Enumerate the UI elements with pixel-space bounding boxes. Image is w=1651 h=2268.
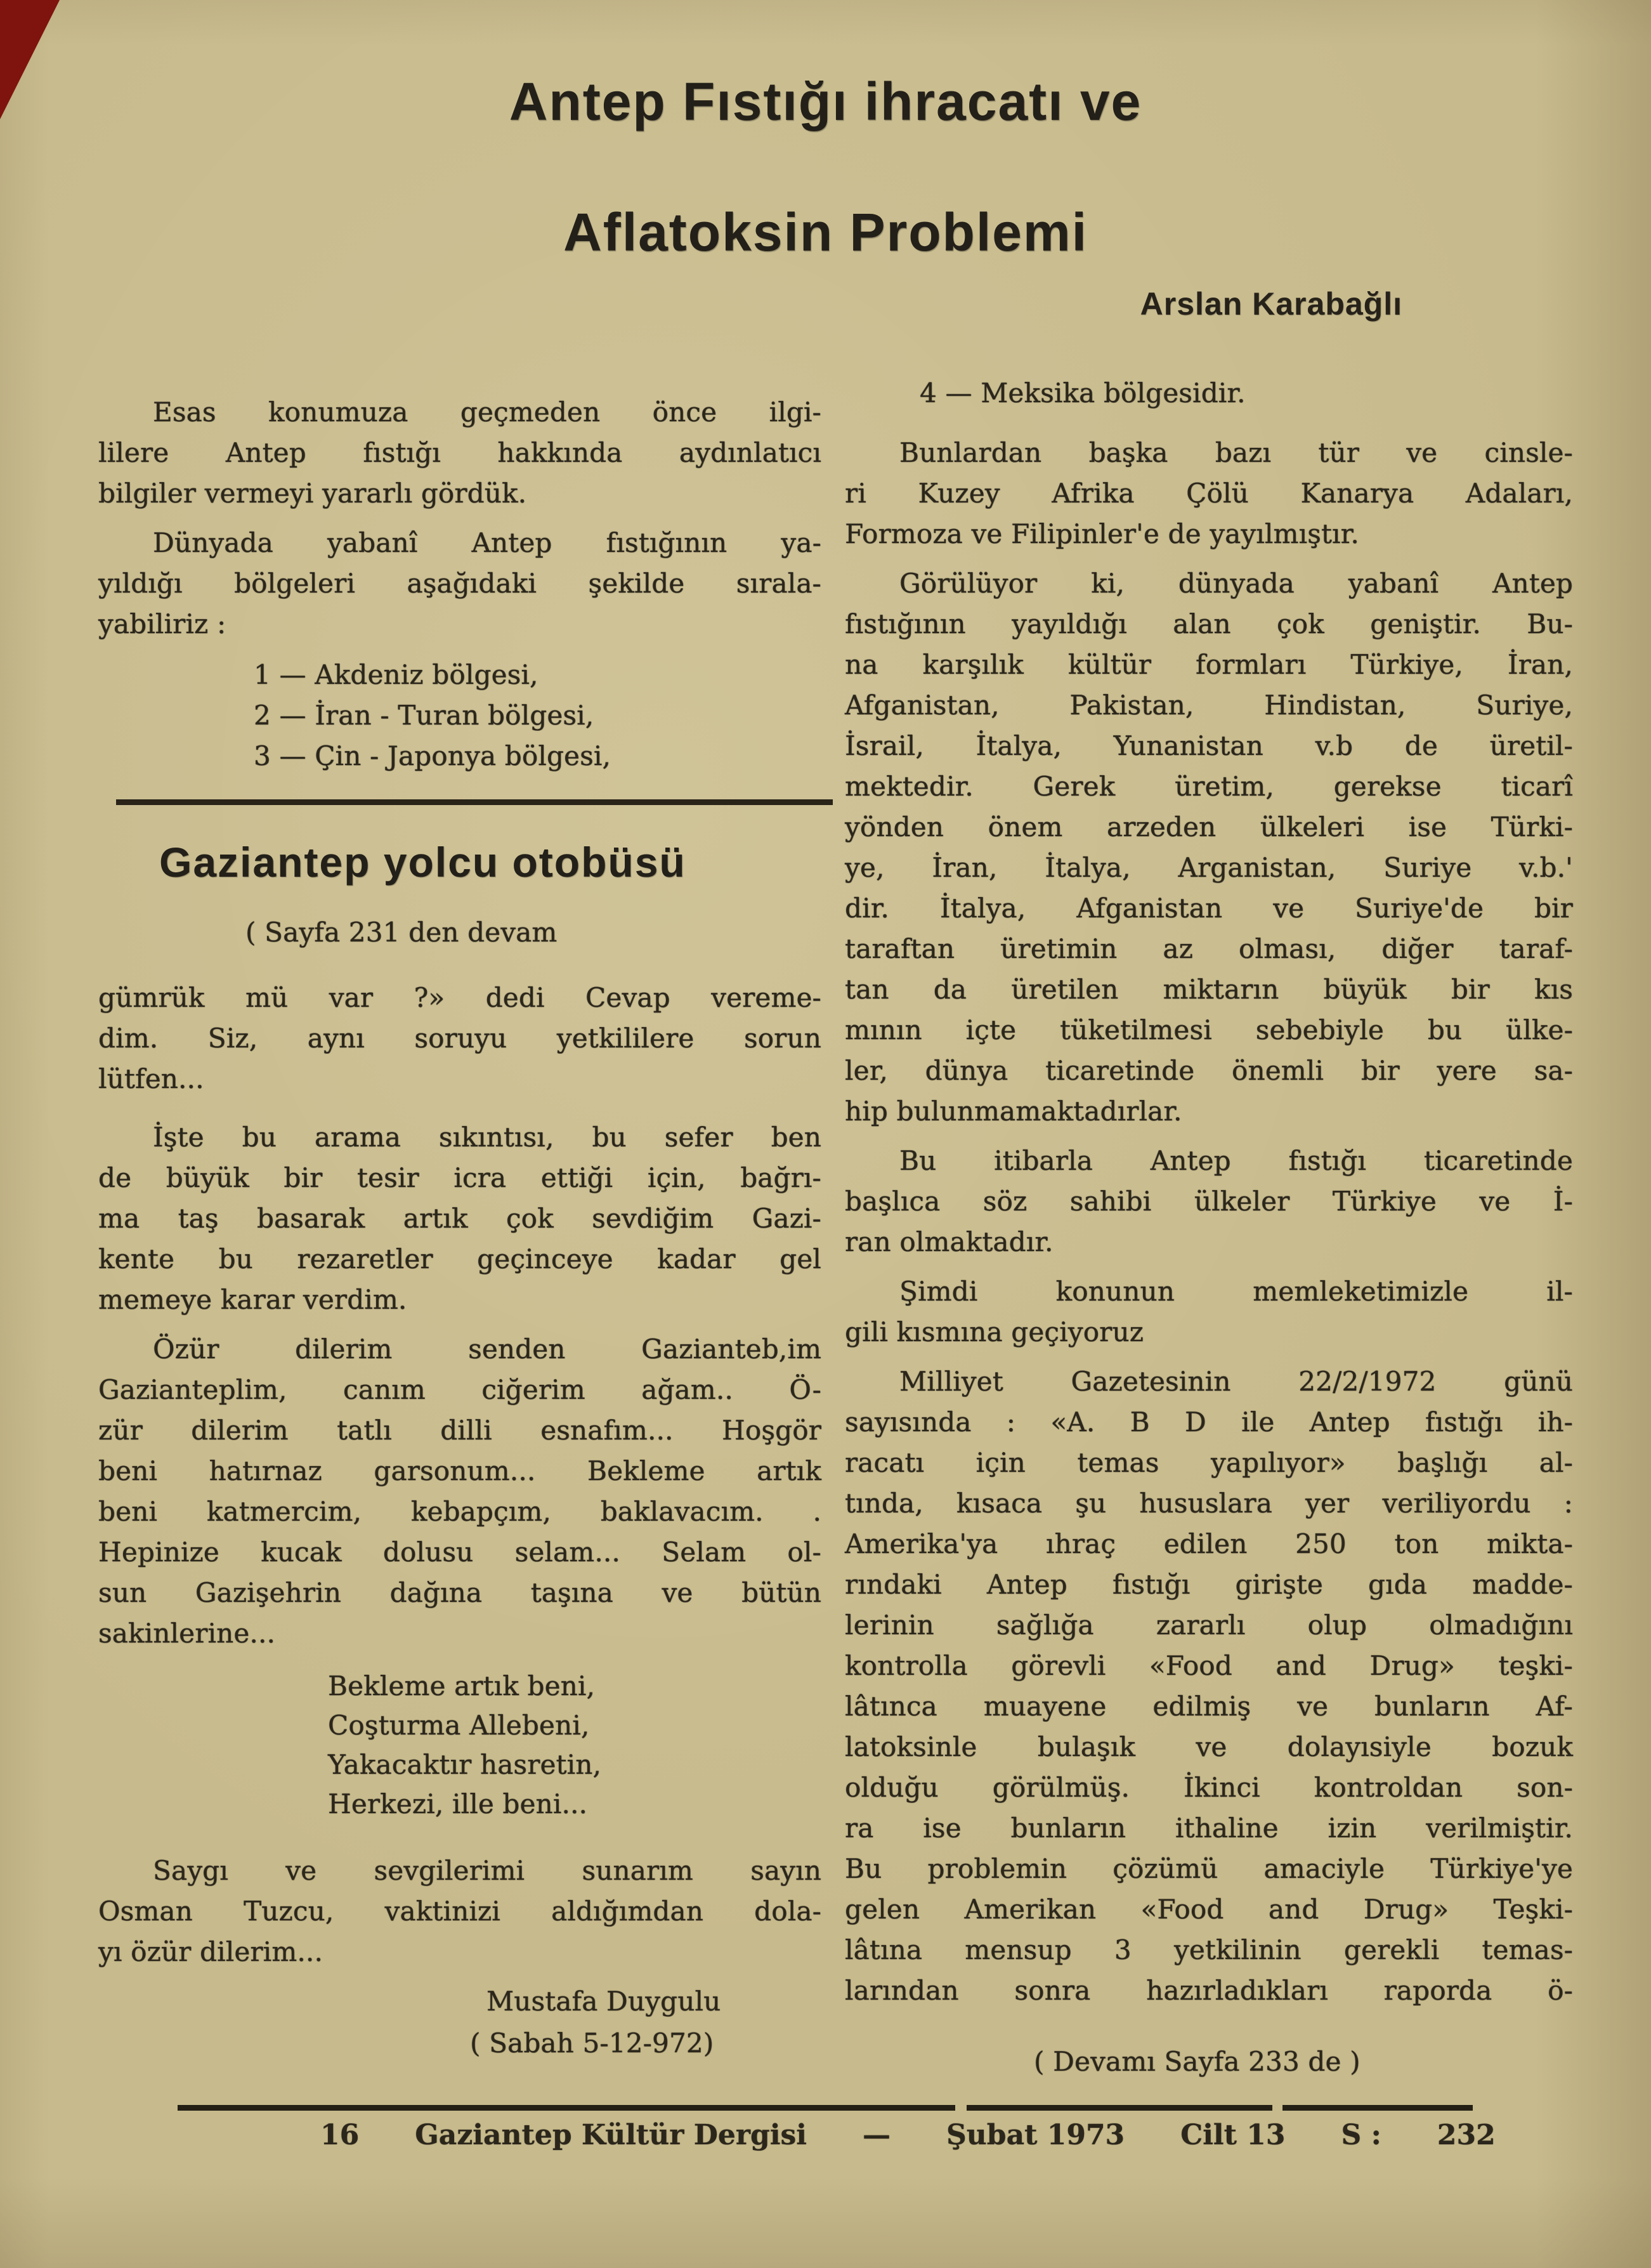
text-line: yıldığı bölgeleri aşağıdaki şekilde sırala- [98,568,821,599]
list-item: 3 — Çin - Japonya bölgesi, [254,740,611,771]
text-line: bilgiler vermeyi yararlı gördük. [98,478,527,509]
paragraph [98,523,821,645]
text-line: lâtına mensup 3 yetkilinin gerekli temas- [845,1934,1573,1965]
text-line: fıstığının yayıldığı alan çok geniştir. Bu- [845,608,1573,639]
text-line: ler, dünya ticaretinde önemli bir yere sa- [845,1055,1573,1086]
text-line: ri Kuzey Afrika Çölü Kanarya Adaları, [845,478,1573,509]
text-line: zür dilerim tatlı dilli esnafım... Hoşgör [98,1415,821,1446]
text-line: sun Gazişehrin dağına taşına ve bütün [98,1577,821,1608]
text-line: sayısında : «A. B D ile Antep fıstığı ih- [845,1406,1573,1438]
text-line: Gazianteplim, canım ciğerim ağam.. Ö- [98,1374,821,1405]
text-line: Şimdi konunun memleketimizle il- [899,1276,1573,1307]
text-line: na karşılık kültür formları Türkiye, İran, [845,649,1573,680]
text-line: tında, kısaca şu hususlara yer veriliyordu : [845,1488,1573,1519]
text-line: yı özür dilerim... [98,1936,323,1967]
paragraph [98,978,821,1099]
author-byline: Arslan Karabağlı [1140,286,1402,322]
footer-rule-segment [178,2105,955,2111]
text-line: ran olmaktadır. [845,1226,1054,1257]
text-line: Bu itibarla Antep fıstığı ticaretinde [899,1145,1573,1176]
text-line: mektedir. Gerek üretim, gerekse ticarî [845,771,1573,802]
article-title-line1: Antep Fıstığı ihracatı ve [509,72,1142,131]
text-line: gümrük mü var ?» dedi Cevap vereme- [98,982,821,1013]
text-line: Özür dilerim senden Gazianteb,im [153,1334,821,1365]
text-line: Hepinize kucak dolusu selam... Selam ol- [98,1537,821,1568]
signature-source: ( Sabah 5-12-972) [470,2028,714,2059]
continued-from-note: ( Sayfa 231 den devam [245,917,558,948]
poem [328,1667,821,1824]
paragraph [845,563,1573,1132]
text-line: gelen Amerikan «Food and Drug» Teşki- [845,1894,1573,1925]
text-line: olduğu görülmüş. İkinci kontroldan son- [845,1772,1573,1803]
text-line: lâtınca muayene edilmiş ve bunların Af- [845,1691,1573,1722]
text-line: dir. İtalya, Afganistan ve Suriye'de bir [845,893,1573,924]
paragraph [845,433,1573,554]
footer-rule-segment [967,2105,1272,2111]
text-line: başlıca söz sahibi ülkeler Türkiye ve İ- [845,1186,1573,1217]
text-line: İşte bu arama sıkıntısı, bu sefer ben [153,1122,821,1153]
text-line: İsrail, İtalya, Yunanistan v.b de üretil- [845,730,1573,761]
text-line: Amerika'ya ıhraç edilen 250 ton mikta- [845,1528,1573,1559]
footer-item: Şubat 1973 [946,2119,1125,2151]
list-item: 2 — İran - Turan bölgesi, [254,700,594,731]
region-list [254,655,821,777]
text-line: yabiliriz : [98,608,226,639]
text-line: mının içte tüketilmesi sebebiyle bu ülke- [845,1014,1573,1046]
section-heading: Gaziantep yolcu otobüsü [159,839,686,886]
text-line: Bunlardan başka bazı tür ve cinsle- [899,437,1573,468]
poem-line: Bekleme artık beni, [328,1670,596,1701]
text-line: Afganistan, Pakistan, Hindistan, Suriye, [845,690,1573,721]
footer-imprint [320,2116,1496,2154]
text-line: Görülüyor ki, dünyada yabanî Antep [899,568,1573,599]
text-line: Milliyet Gazetesinin 22/2/1972 günü [899,1366,1573,1397]
region-list-item-4: 4 — Meksika bölgesidir. [920,377,1246,409]
text-line: Dünyada yabanî Antep fıstığının ya- [153,527,821,558]
text-line: rındaki Antep fıstığı girişte gıda madde- [845,1569,1573,1600]
text-line: de büyük bir tesir icra ettiği için, bağrı- [98,1162,821,1193]
text-line: racatı için temas yapılıyor» başlığı al- [845,1447,1573,1478]
paragraph [98,1329,821,1654]
poem-line: Herkezi, ille beni... [328,1788,588,1819]
text-line: kontrolla görevli «Food and Drug» teşki- [845,1650,1573,1681]
text-line: ma taş basarak artık çok sevdiğim Gazi- [98,1203,821,1234]
text-line: beni katmercim, kebapçım, baklavacım. . [98,1496,821,1527]
paragraph [98,392,821,514]
text-line: dim. Siz, aynı soruyu yetkililere sorun [98,1023,821,1054]
text-line: ye, İran, İtalya, Arganistan, Suriye v.b.' [845,852,1573,883]
text-line: Formoza ve Filipinler'e de yayılmıştır. [845,518,1359,549]
text-line: latoksinle bulaşık ve dolayısiyle bozuk [845,1731,1573,1762]
signature-name: Mustafa Duygulu [486,1986,721,2017]
text-line: kente bu rezaretler geçinceye kadar gel [98,1243,821,1275]
text-line: ra ise bunların ithaline izin verilmiştir. [845,1812,1573,1844]
text-line: beni hatırnaz garsonum... Bekleme artık [98,1455,821,1486]
text-line: larından sonra hazırladıkları raporda ö- [845,1975,1573,2006]
footer-item: Gaziantep Kültür Dergisi [415,2119,807,2151]
text-line: Bu problemin çözümü amaciyle Türkiye'ye [845,1853,1573,1884]
footer-item: 16 [320,2119,360,2151]
paragraph [98,1117,821,1320]
continued-on-note: ( Devamı Sayfa 233 de ) [1034,2046,1361,2077]
text-line: sakinlerine... [98,1618,276,1649]
text-line: Esas konumuza geçmeden önce ilgi- [153,397,821,428]
column-left [98,392,821,2064]
text-line: memeye karar verdim. [98,1284,407,1315]
footer-item: — [863,2119,891,2151]
text-line: hip bulunmamaktadırlar. [845,1096,1182,1127]
footer-item: 232 [1437,2119,1496,2151]
paragraph [845,1141,1573,1262]
text-line: lütfen... [98,1063,204,1094]
paragraph [845,1361,1573,2011]
text-line: lilere Antep fıstığı hakkında aydınlatıcı [98,437,821,468]
footer-rule-segment [1282,2105,1473,2111]
text-line: tan da üretilen miktarın büyük bir kıs [845,974,1573,1005]
list-item: 1 — Akdeniz bölgesi, [254,659,538,690]
text-line: gili kısmına geçiyoruz [845,1316,1144,1347]
paragraph [845,1271,1573,1353]
text-line: yönden önem arzeden ülkeleri ise Türki- [845,811,1573,842]
footer-item: Cilt 13 [1180,2119,1286,2151]
text-line: Saygı ve sevgilerimi sunarım sayın [153,1855,821,1886]
footer-item: S : [1341,2119,1381,2151]
text-line: lerinin sağlığa zararlı olup olmadığını [845,1609,1573,1641]
section-divider [116,799,833,805]
poem-line: Yakacaktır hasretin, [328,1749,602,1780]
paragraph [98,1851,821,1972]
text-line: Osman Tuzcu, vaktinizi aldığımdan dola- [98,1896,821,1927]
article-title-line2: Aflatoksin Problemi [563,202,1088,262]
text-line: taraftan üretimin az olması, diğer taraf- [845,933,1573,964]
poem-line: Coşturma Allebeni, [328,1710,590,1741]
column-right [845,373,1573,2082]
